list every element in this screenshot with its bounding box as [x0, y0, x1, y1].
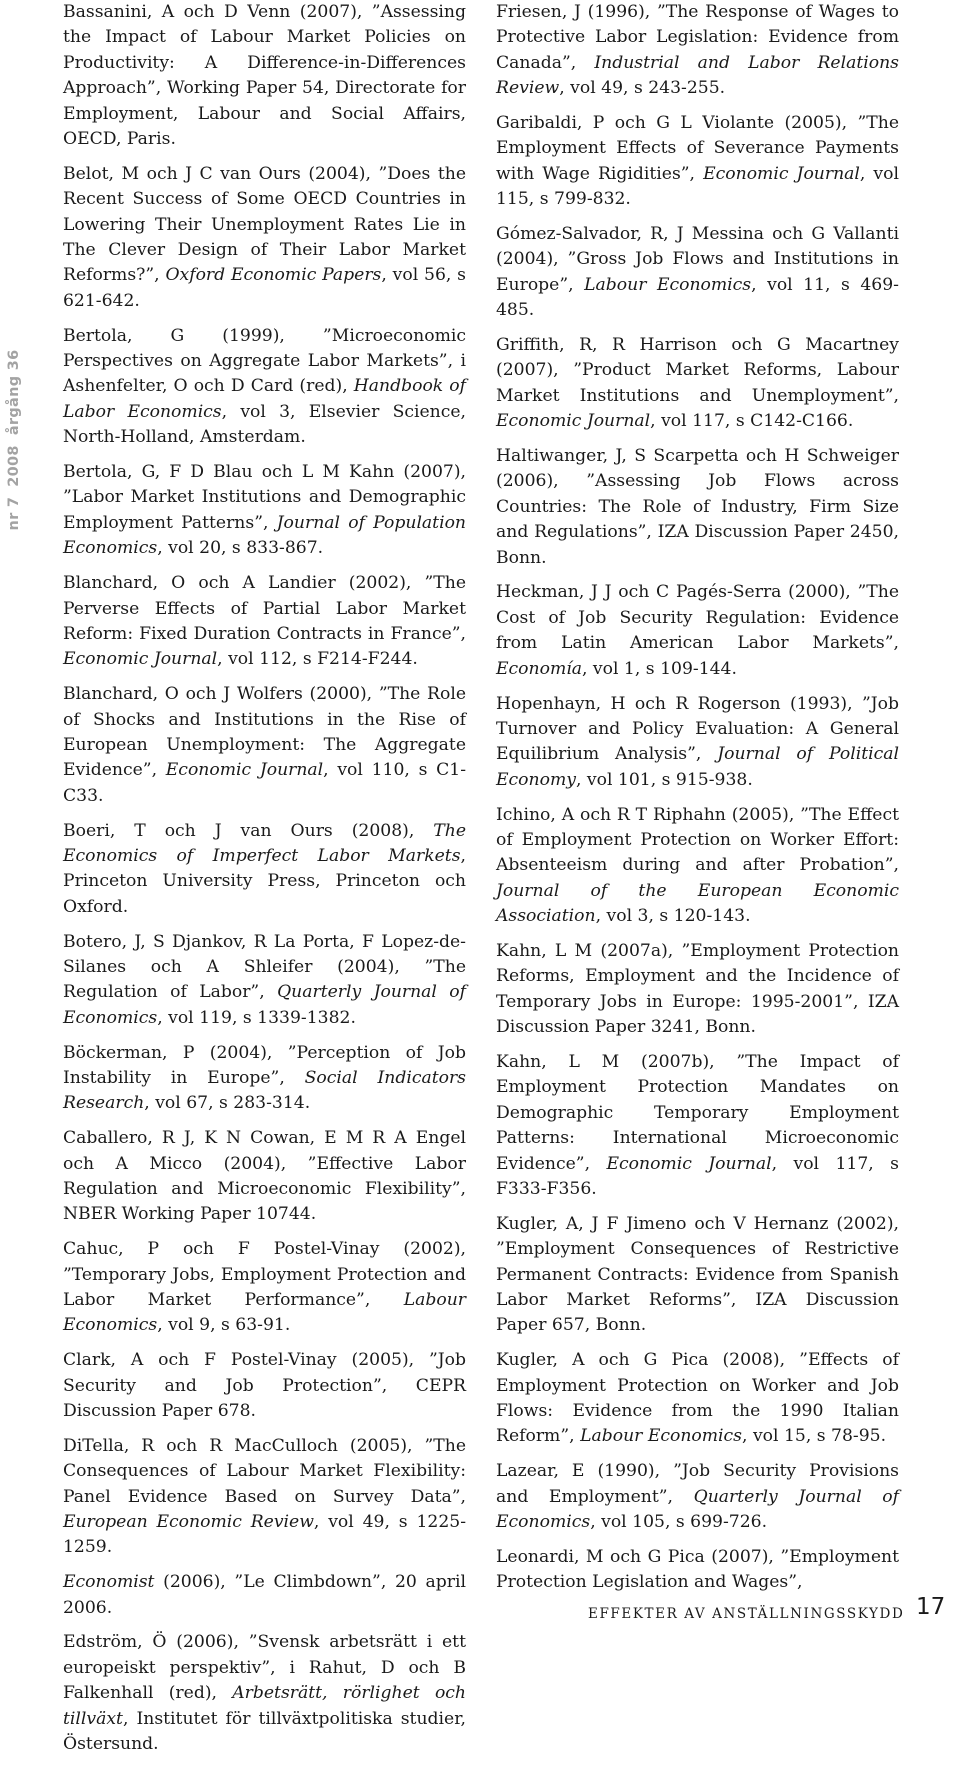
reference-entry: Kahn, L M (2007a), ”Employment Protection Reforms, Employment and the Incidence of Temporary Jobs in Europe: 1995-2001”, IZA Discussion Paper 3241, Bonn. [496, 940, 899, 1038]
running-footer-title: EFFEKTER AV ANSTÄLLNINGSSKYDD [588, 1606, 905, 1622]
reference-entry: Griffith, R, R Harrison och G Macartney (2007), ”Product Market Reforms, Labour Market Institutions and Unemployment”, Economic Journal, vol 117, s C142-C166. [496, 335, 899, 432]
volume-label: årgång 36 [6, 349, 22, 436]
reference-entry: Hopenhayn, H och R Rogerson (1993), ”Job Turnover and Policy Evaluation: A General Equilibrium Analysis”, Journal of Political Economy, vol 101, s 915-938. [496, 693, 899, 790]
reference-entry: Leonardi, M och G Pica (2007), ”Employment Protection Legislation and Wages”, [496, 1546, 899, 1593]
reference-entry: Lazear, E (1990), ”Job Security Provisions and Employment”, Quarterly Journal of Economics, vol 105, s 699-726. [496, 1461, 899, 1533]
left-column [63, 0, 466, 1767]
reference-entry: Kahn, L M (2007b), ”The Impact of Employment Protection Mandates on Demographic Temporary Employment Patterns: International Microeconomic Evidence”, Economic Journal, vol 117, s F333-F356. [496, 1051, 899, 1199]
reference-entry: Böckerman, P (2004), ”Perception of Job Instability in Europe”, Social Indicators Research, vol 67, s 283-314. [63, 1042, 466, 1114]
reference-entry: Economist (2006), ”Le Climbdown”, 20 april 2006. [63, 1572, 466, 1618]
reference-entry: Kugler, A, J F Jimeno och V Hernanz (2002), ”Employment Consequences of Restrictive Permanent Contracts: Evidence from Spanish Labor Market Reforms”, IZA Discussion Paper 657, Bonn. [496, 1213, 899, 1336]
reference-entry: Edström, Ö (2006), ”Svensk arbetsrätt i ett europeiskt perspektiv”, i Rahut, D och B Falkenhall (red), Arbetsrätt, rörlighet och tillväxt, Institutet för tillväxtpolitiska studier, Östersund. [63, 1632, 466, 1755]
reference-entry: Garibaldi, P och G L Violante (2005), ”The Employment Effects of Severance Payments with Wage Rigidities”, Economic Journal, vol 115, s 799-832. [496, 113, 899, 210]
year-label: 2008 [6, 445, 22, 487]
side-label [6, 344, 22, 535]
reference-entry: Friesen, J (1996), ”The Response of Wages to Protective Labor Legislation: Evidence from Canada”, Industrial and Labor Relations Review, vol 49, s 243-255. [496, 2, 899, 99]
right-column [496, 0, 899, 1605]
reference-entry: Caballero, R J, K N Cowan, E M R A Engel och A Micco (2004), ”Effective Labor Regulation and Microeconomic Flexibility”, NBER Working Paper 10744. [63, 1128, 466, 1225]
reference-entry: Clark, A och F Postel-Vinay (2005), ”Job Security and Job Protection”, CEPR Discussion Paper 678. [63, 1350, 466, 1422]
reference-entry: Gómez-Salvador, R, J Messina och G Vallanti (2004), ”Gross Job Flows and Institutions in Europe”, Labour Economics, vol 11, s 469-485. [496, 224, 899, 321]
reference-entry: Botero, J, S Djankov, R La Porta, F Lopez-de-Silanes och A Shleifer (2004), ”The Regulation of Labor”, Quarterly Journal of Economics, vol 119, s 1339-1382. [63, 931, 467, 1028]
issue-label: nr 7 [6, 496, 22, 531]
reference-entry: DiTella, R och R MacCulloch (2005), ”The Consequences of Labour Market Flexibility: Panel Evidence Based on Survey Data”, European Economic Review, vol 49, s 1225-1259. [63, 1435, 466, 1558]
reference-entry: Bassanini, A och D Venn (2007), ”Assessing the Impact of Labour Market Policies on Productivity: A Difference-in-Differences Approach”, Working Paper 54, Directorate for Employment, Labour and Social Affairs, OECD, Paris. [63, 2, 466, 150]
reference-entry: Ichino, A och R T Riphahn (2005), ”The Effect of Employment Protection on Worker Effort: Absenteeism during and after Probation”, Journal of the European Economic Association, vol 3, s 120-143. [496, 804, 899, 927]
reference-entry: Boeri, T och J van Ours (2008), The Economics of Imperfect Labor Markets, Princeton University Press, Princeton och Oxford. [63, 820, 466, 917]
reference-entry: Blanchard, O och A Landier (2002), ”The Perverse Effects of Partial Labor Market Reform: Fixed Duration Contracts in France”, Economic Journal, vol 112, s F214-F244. [63, 573, 466, 670]
reference-entry: Bertola, G, F D Blau och L M Kahn (2007), ”Labor Market Institutions and Demographic Employment Patterns”, Journal of Population Economics, vol 20, s 833-867. [63, 462, 467, 559]
page-number: 17 [916, 1594, 946, 1620]
reference-entry: Cahuc, P och F Postel-Vinay (2002), ”Temporary Jobs, Employment Protection and Labor Market Performance”, Labour Economics, vol 9, s 63-91. [63, 1239, 466, 1336]
reference-entry: Bertola, G (1999), ”Microeconomic Perspectives on Aggregate Labor Markets”, i Ashenfelter, O och D Card (red), Handbook of Labor Economics, vol 3, Elsevier Science, North-Holland, Amsterdam. [63, 325, 466, 448]
reference-entry: Haltiwanger, J, S Scarpetta och H Schweiger (2006), ”Assessing Job Flows across Countries: The Role of Industry, Firm Size and Regulations”, IZA Discussion Paper 2450, Bonn. [496, 446, 899, 568]
reference-entry: Belot, M och J C van Ours (2004), ”Does the Recent Success of Some OECD Countries in Lowering Their Unemployment Rates Lie in The Clever Design of Their Labor Market Reforms?”, Oxford Economic Papers, vol 56, s 621-642. [63, 163, 466, 311]
reference-entry: Blanchard, O och J Wolfers (2000), ”The Role of Shocks and Institutions in the Rise of European Unemployment: The Aggregate Evidence”, Economic Journal, vol 110, s C1-C33. [63, 684, 466, 806]
reference-entry: Heckman, J J och C Pagés-Serra (2000), ”The Cost of Job Security Regulation: Evidence from Latin American Labor Markets”, Economía, vol 1, s 109-144. [496, 582, 899, 679]
reference-entry: Kugler, A och G Pica (2008), ”Effects of Employment Protection on Worker and Job Flows: Evidence from the 1990 Italian Reform”, Labour Economics, vol 15, s 78-95. [496, 1350, 899, 1447]
